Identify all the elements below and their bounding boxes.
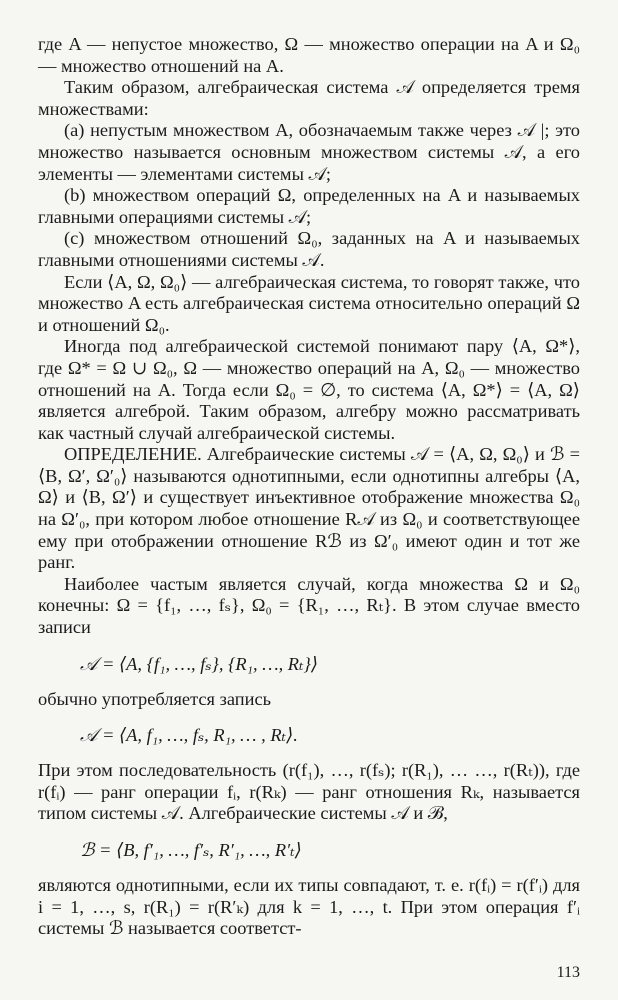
formula-short-notation: 𝒜 = ⟨A, f₁, …, fₛ, R₁, … , Rₜ⟩. [80, 725, 298, 746]
paragraph-if-system: Если ⟨A, Ω, Ω₀⟩ — алгебраическая система, то говорят также, что множество A есть алгебраическая система относительно операций Ω и отношений Ω₀. [38, 271, 580, 335]
paragraph-intro: где A — непустое множество, Ω — множество операции на A и Ω₀ — множество отношений на A. [38, 34, 580, 76]
paragraph-item-c: (c) множеством отношений Ω₀, заданных на A и называемых главными отношениями системы 𝒜. [38, 228, 580, 270]
paragraph-usual-notation: обычно употребляется запись [38, 688, 271, 709]
paragraph-three-sets: Таким образом, алгебраическая система 𝒜 определяется тремя множествами: [38, 77, 580, 119]
paragraph-definition: ОПРЕДЕЛЕНИЕ. Алгебраические системы 𝒜 = ⟨A, Ω, Ω₀⟩ и ℬ = ⟨B, Ω′, Ω′₀⟩ называются однотипными, если однотипны алгебры ⟨A, Ω⟩ и ⟨B, Ω′⟩ и существует инъективное отображение множества Ω₀ на Ω′₀, при котором любое отношение R𝒜 из Ω₀ и соответствующее ему при отображении отношение Rℬ из Ω′₀ имеют один и тот же ранг. [38, 444, 580, 573]
page-body [38, 34, 580, 940]
page-number: 113 [556, 964, 580, 981]
formula-system-b: ℬ = ⟨B, f′₁, …, f′ₛ, R′₁, …, R′ₜ⟩ [80, 840, 302, 860]
paragraph-type: При этом последовательность (r(f₁), …, r(fₛ); r(R₁), … …, r(Rₜ)), где r(fᵢ) — ранг операции fᵢ, r(Rₖ) — ранг отношения Rₖ, называется типом системы 𝒜. Алгебраические системы 𝒜 и ℬ, [38, 760, 580, 824]
formula-full-notation: 𝒜 = ⟨A, {f₁, …, fₛ}, {R₁, …, Rₜ}⟩ [80, 653, 319, 674]
paragraph-pair: Иногда под алгебраической системой понимают пару ⟨A, Ω*⟩, где Ω* = Ω ∪ Ω₀, Ω — множество операций на A, Ω₀ — множество отношений на A. Тогда если Ω₀ = ∅, то система ⟨A, Ω*⟩ = ⟨A, Ω⟩ является алгеброй. Таким образом, алгебру можно рассматривать как частный случай алгебраической системы. [38, 336, 580, 443]
paragraph-item-a: (a) непустым множеством A, обозначаемым также через 𝒜 |; это множество называется основным множеством системы 𝒜, а его элементы — элементами системы 𝒜; [38, 120, 580, 184]
paragraph-item-b: (b) множеством операций Ω, определенных на A и называемых главными операциями системы 𝒜; [38, 185, 580, 227]
paragraph-finite-case: Наиболее частым является случай, когда множества Ω и Ω₀ конечны: Ω = {f₁, …, fₛ}, Ω₀ = {R₁, …, Rₜ}. В этом случае вместо записи [38, 573, 580, 638]
paragraph-same-type: являются однотипными, если их типы совпадают, т. е. r(fᵢ) = r(f′ᵢ) для i = 1, …, s, r(R₁) = r(R′ₖ) для k = 1, …, t. При этом операция f′ᵢ системы ℬ называется соответст- [38, 875, 580, 939]
